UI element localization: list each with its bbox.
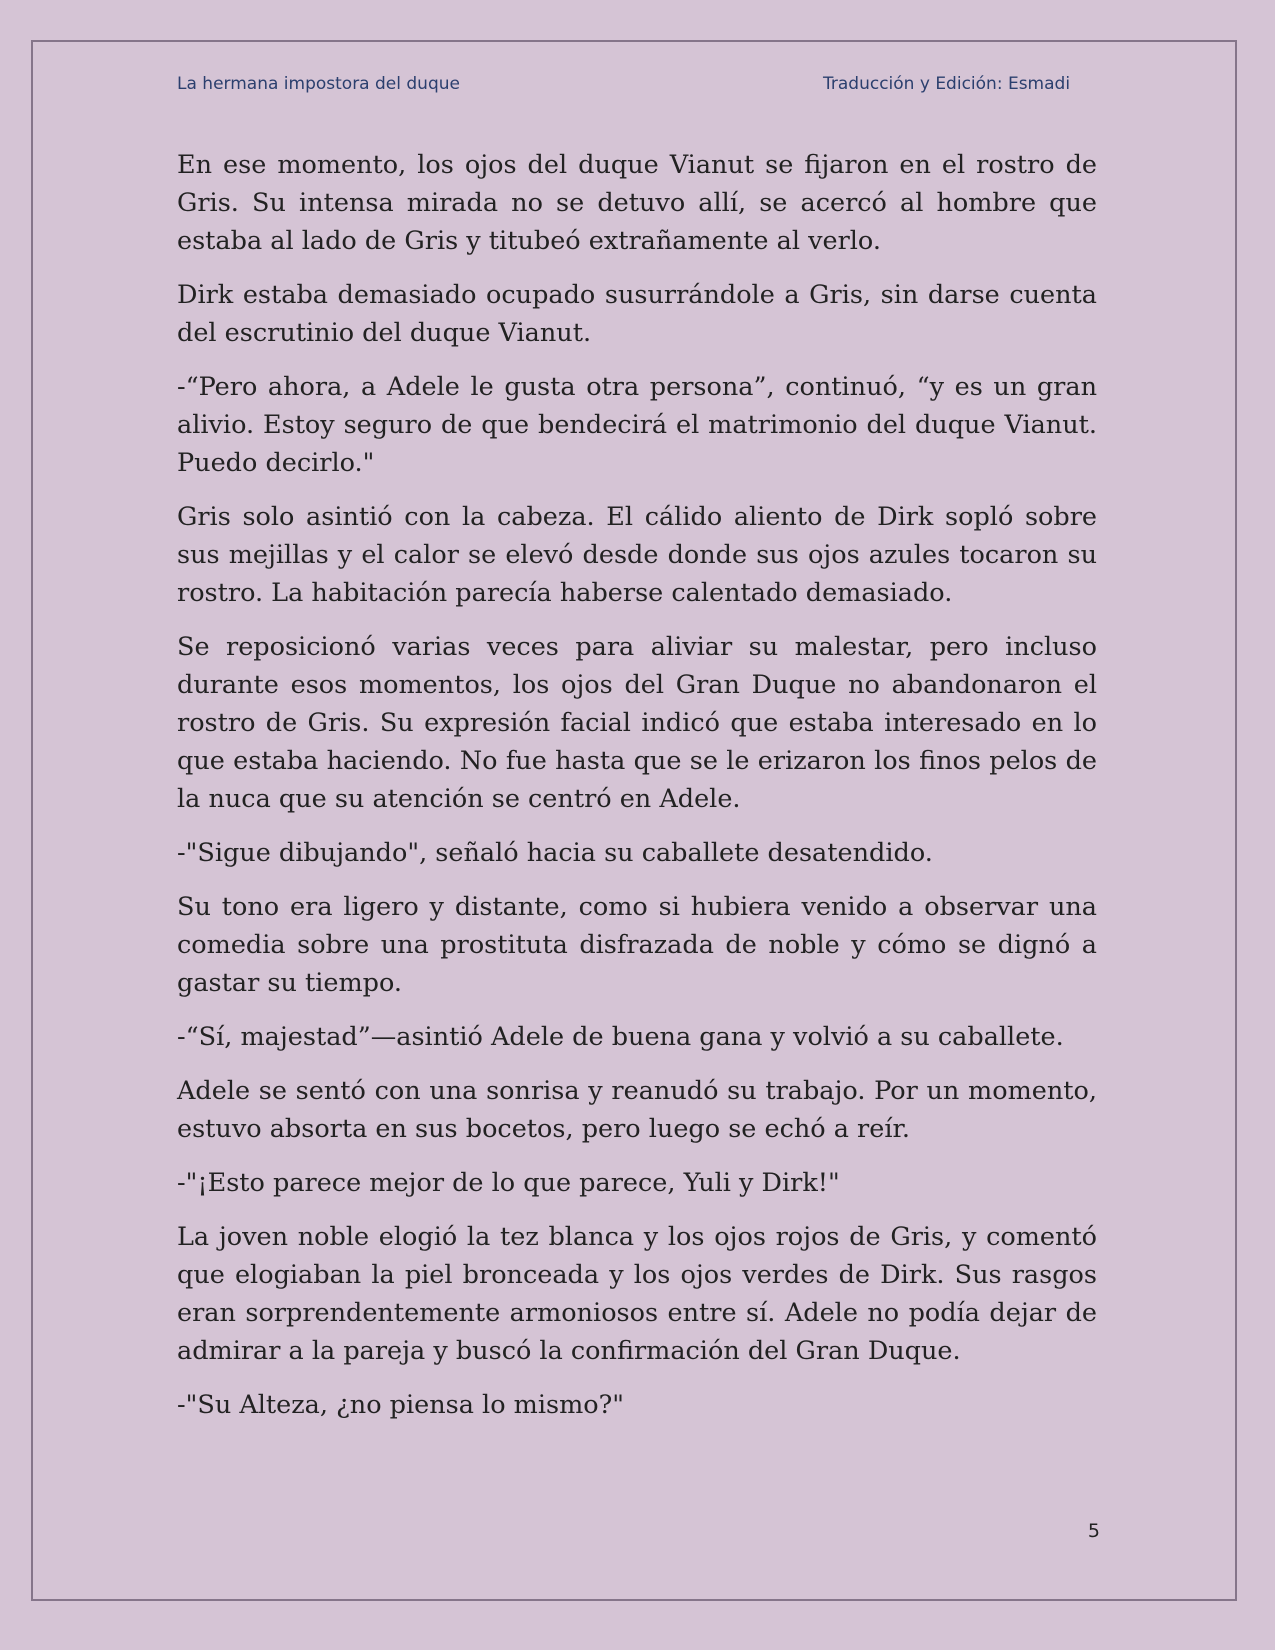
paragraph: -“Pero ahora, a Adele le gusta otra persona”, continuó, “y es un gran alivio. Estoy seguro de que bendecirá el matrimonio del duque Vianut. Puedo decirlo." — [177, 372, 1097, 478]
paragraph: Adele se sentó con una sonrisa y reanudó su trabajo. Por un momento, estuvo absorta en sus bocetos, pero luego se echó a reír. — [177, 1076, 1097, 1144]
document-body — [177, 146, 1097, 1440]
header-translator-credit: Traducción y Edición: Esmadi — [823, 74, 1071, 94]
paragraph: -"Su Alteza, ¿no piensa lo mismo?" — [177, 1390, 625, 1420]
paragraph: La joven noble elogió la tez blanca y los ojos rojos de Gris, y comentó que elogiaban la piel bronceada y los ojos verdes de Dirk. Sus rasgos eran sorprendentemente armoniosos entre sí. Adele no podía dejar de admirar a la pareja y buscó la confirmación del Gran Duque. — [177, 1222, 1097, 1366]
header-book-title: La hermana impostora del duque — [177, 74, 460, 94]
page-number: 5 — [1087, 1520, 1100, 1542]
page-header — [177, 74, 1069, 98]
paragraph: Se reposicionó varias veces para aliviar su malestar, pero incluso durante esos momentos, los ojos del Gran Duque no abandonaron el rostro de Gris. Su expresión facial indicó que estaba interesado en lo que estaba haciendo. No fue hasta que se le erizaron los finos pelos de la nuca que su atención se centró en Adele. — [177, 632, 1097, 814]
paragraph: Su tono era ligero y distante, como si hubiera venido a observar una comedia sobre una prostituta disfrazada de noble y cómo se dignó a gastar su tiempo. — [177, 892, 1097, 998]
paragraph: -"¡Esto parece mejor de lo que parece, Yuli y Dirk!" — [177, 1168, 840, 1198]
paragraph: En ese momento, los ojos del duque Vianut se fijaron en el rostro de Gris. Su intensa mirada no se detuvo allí, se acercó al hombre que estaba al lado de Gris y titubeó extrañamente al verlo. — [177, 150, 1097, 256]
paragraph: -"Sigue dibujando", señaló hacia su caballete desatendido. — [177, 838, 933, 868]
paragraph: Dirk estaba demasiado ocupado susurrándole a Gris, sin darse cuenta del escrutinio del duque Vianut. — [177, 280, 1097, 348]
paragraph: -“Sí, majestad”—asintió Adele de buena gana y volvió a su caballete. — [177, 1022, 1064, 1052]
paragraph: Gris solo asintió con la cabeza. El cálido aliento de Dirk sopló sobre sus mejillas y el calor se elevó desde donde sus ojos azules tocaron su rostro. La habitación parecía haberse calentado demasiado. — [177, 502, 1097, 608]
